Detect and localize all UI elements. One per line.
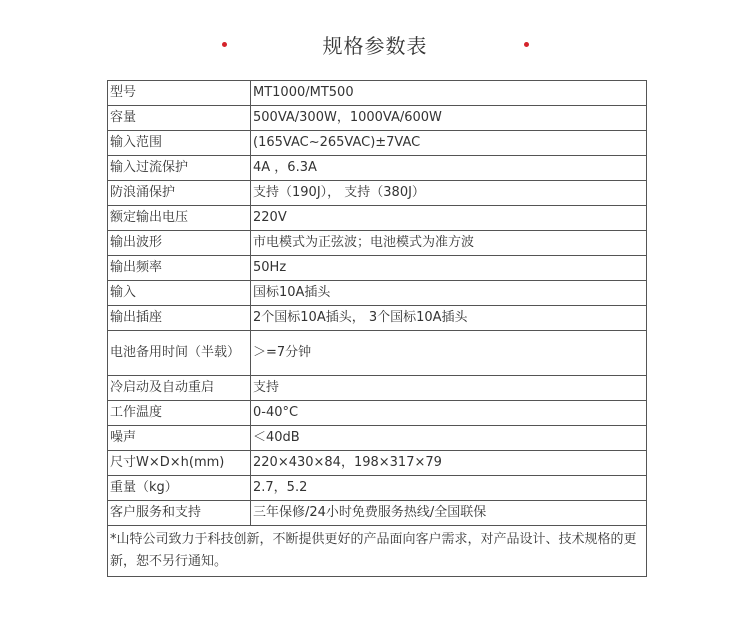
table-row — [108, 131, 647, 156]
table-row — [108, 376, 647, 401]
spec-label: 噪声 — [108, 426, 251, 451]
page-title: 规格参数表 — [322, 34, 428, 58]
spec-value: 220×430×84，198×317×79 — [251, 451, 647, 476]
spec-value: (165VAC~265VAC)±7VAC — [251, 131, 647, 156]
spec-value: 220V — [251, 206, 647, 231]
table-row — [108, 81, 647, 106]
spec-value: ＞=7分钟 — [251, 331, 647, 376]
spec-value: 0-40°C — [251, 401, 647, 426]
table-row — [108, 206, 647, 231]
spec-label: 输入范围 — [108, 131, 251, 156]
spec-value: 支持 — [251, 376, 647, 401]
table-row — [108, 106, 647, 131]
spec-value: 50Hz — [251, 256, 647, 281]
spec-label: 重量（kg） — [108, 476, 251, 501]
spec-value: ＜40dB — [251, 426, 647, 451]
spec-label: 输入 — [108, 281, 251, 306]
table-row — [108, 451, 647, 476]
spec-label: 输出插座 — [108, 306, 251, 331]
spec-label: 容量 — [108, 106, 251, 131]
disclaimer-note: *山特公司致力于科技创新，不断提供更好的产品面向客户需求，对产品设计、技术规格的更新，恕不另行通知。 — [108, 526, 647, 577]
spec-label: 工作温度 — [108, 401, 251, 426]
table-row — [108, 476, 647, 501]
spec-label: 输出波形 — [108, 231, 251, 256]
spec-label: 输入过流保护 — [108, 156, 251, 181]
spec-label: 防浪涌保护 — [108, 181, 251, 206]
spec-label: 客户服务和支持 — [108, 501, 251, 526]
spec-value: 500VA/300W，1000VA/600W — [251, 106, 647, 131]
spec-value: 4A ，6.3A — [251, 156, 647, 181]
spec-value: 市电模式为正弦波；电池模式为准方波 — [251, 231, 647, 256]
spec-value: 国标10A插头 — [251, 281, 647, 306]
spec-value: MT1000/MT500 — [251, 81, 647, 106]
table-row — [108, 231, 647, 256]
table-row — [108, 306, 647, 331]
table-row — [108, 401, 647, 426]
spec-label: 额定输出电压 — [108, 206, 251, 231]
spec-value: 支持（190J）， 支持（380J） — [251, 181, 647, 206]
table-row — [108, 156, 647, 181]
spec-label: 尺寸W×D×h(mm) — [108, 451, 251, 476]
spec-label: 型号 — [108, 81, 251, 106]
spec-table — [107, 80, 647, 577]
table-row — [108, 281, 647, 306]
spec-value: 2.7，5.2 — [251, 476, 647, 501]
table-row — [108, 501, 647, 526]
table-row — [108, 256, 647, 281]
spec-label: 冷启动及自动重启 — [108, 376, 251, 401]
table-row — [108, 181, 647, 206]
spec-value: 2个国标10A插头， 3个国标10A插头 — [251, 306, 647, 331]
table-row — [108, 331, 647, 376]
table-row — [108, 526, 647, 577]
title-area — [0, 28, 750, 64]
title-dot-right-icon — [524, 42, 529, 47]
table-row — [108, 426, 647, 451]
spec-label: 输出频率 — [108, 256, 251, 281]
spec-value: 三年保修/24小时免费服务热线/全国联保 — [251, 501, 647, 526]
spec-label: 电池备用时间（半载） — [108, 331, 251, 376]
